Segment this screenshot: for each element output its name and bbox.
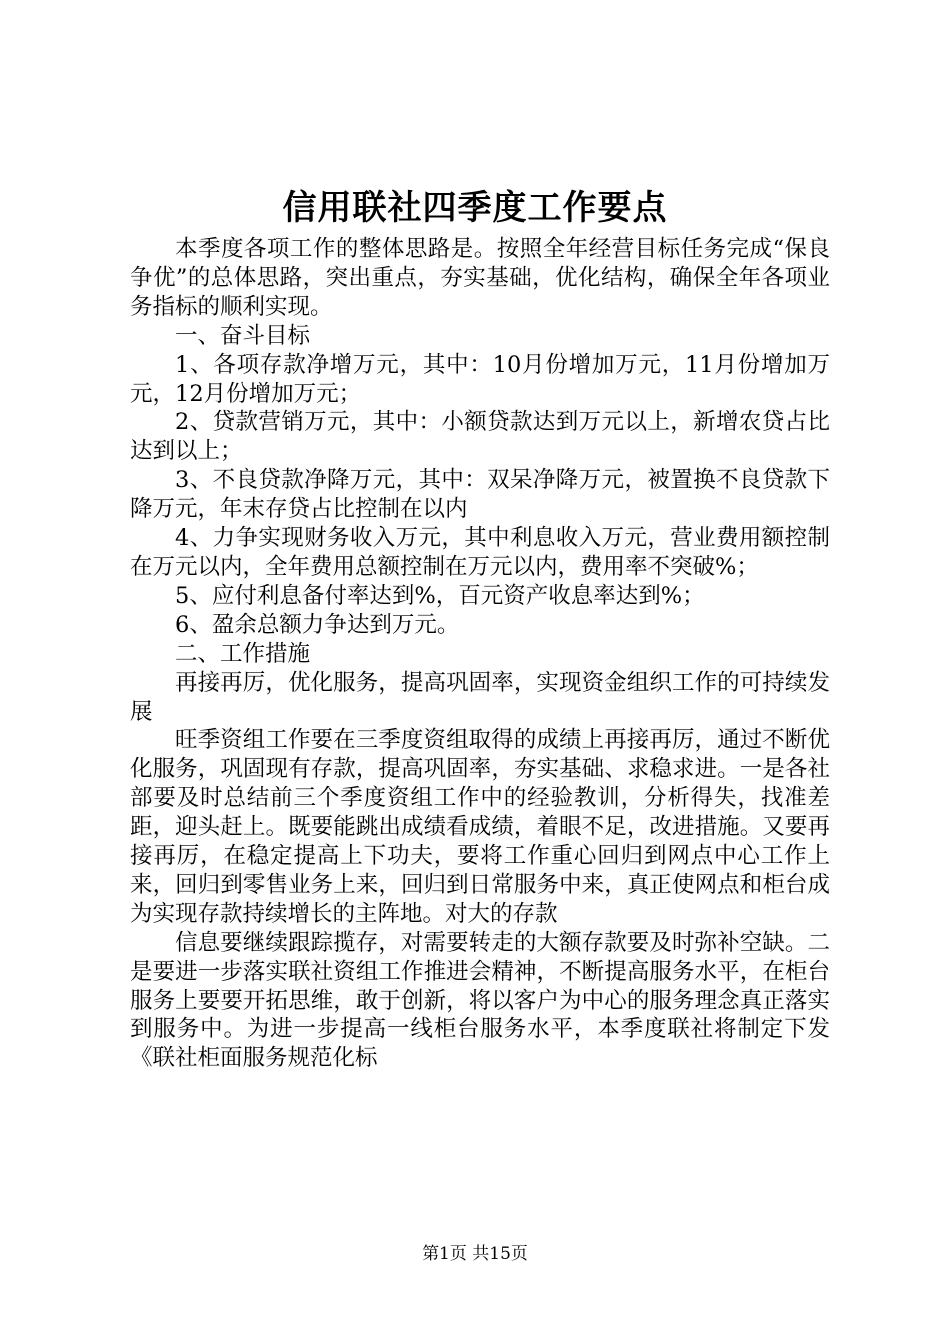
page-footer: 第1页 共15页 [422, 1244, 528, 1264]
goal-item-1: 1、各项存款净增万元，其中：10月份增加万元，11月份增加万元，12月份增加万元； [130, 351, 830, 407]
document-title: 信用联社四季度工作要点 [282, 188, 668, 228]
intro-paragraph: 本季度各项工作的整体思路是。按照全年经营目标任务完成“保良争优”的总体思路，突出重点，夯实基础，优化结构，确保全年各项业务指标的顺利实现。 [130, 236, 830, 320]
goal-item-3: 3、不良贷款净降万元，其中：双呆净降万元，被置换不良贷款下降万元，年末存贷占比控制在以内 [130, 467, 830, 523]
goal-item-5: 5、应付利息备付率达到%，百元资产收息率达到%； [175, 582, 705, 609]
goal-item-6: 6、盈余总额力争达到万元。 [175, 611, 460, 638]
section-heading-measures: 二、工作措施 [175, 640, 311, 667]
goal-item-4: 4、力争实现财务收入万元，其中利息收入万元，营业费用额控制在万元以内，全年费用总额控制在万元以内，费用率不突破%； [130, 525, 830, 580]
measure-subheading: 再接再厉，优化服务，提高巩固率，实现资金组织工作的可持续发展 [130, 669, 830, 725]
section-heading-goals: 一、奋斗目标 [175, 322, 311, 349]
document-body [130, 235, 830, 1073]
goal-item-2: 2、贷款营销万元，其中：小额贷款达到万元以上，新增农贷占比达到以上； [130, 409, 830, 465]
measure-paragraph-2: 信息要继续跟踪揽存，对需要转走的大额存款要及时弥补空缺。二是要进一步落实联社资组工作推进会精神，不断提高服务水平，在柜台服务上要要开拓思维，敢于创新，将以客户为中心的服务理念真正落实到服务中。为进一步提高一线柜台服务水平，本季度联社将制定下发《联社柜面服务规范化标 [130, 929, 830, 1072]
measure-paragraph-1: 旺季资组工作要在三季度资组取得的成绩上再接再厉，通过不断优化服务，巩固现有存款，提高巩固率，夯实基础、求稳求进。一是各社部要及时总结前三个季度资组工作中的经验教训，分析得失，找准差距，迎头赶上。既要能跳出成绩看成绩，着眼不足，改进措施。又要再接再厉，在稳定提高上下功夫，要将工作重心回归到网点中心工作上来，回归到零售业务上来，回归到日常服务中来，真正使网点和柜台成为实现存款持续增长的主阵地。对大的存款 [130, 727, 830, 927]
